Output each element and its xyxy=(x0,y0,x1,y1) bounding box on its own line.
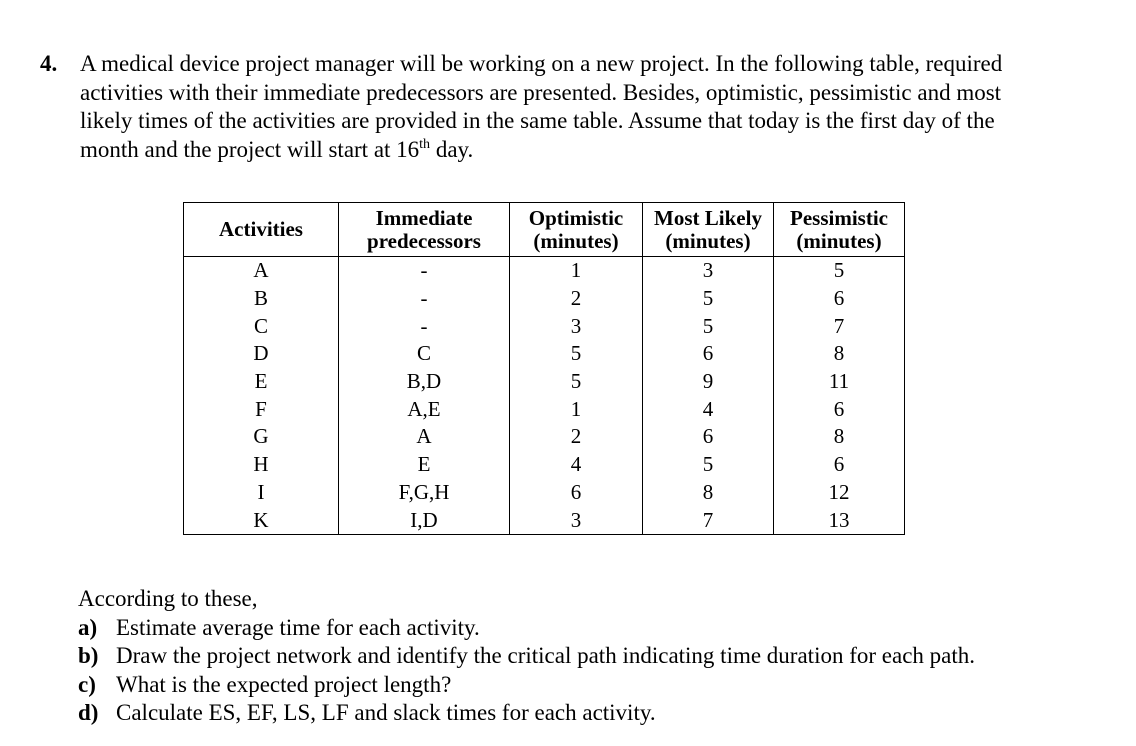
table-row xyxy=(184,312,905,340)
problem-line-3: likely times of the activities are provided in the same table. Assume that today is the first day of the xyxy=(80,108,995,133)
question-text: Estimate average time for each activity. xyxy=(116,614,480,640)
cell-predecessors: E xyxy=(339,451,510,479)
cell-predecessors: I,D xyxy=(339,506,510,534)
header-predecessors xyxy=(339,203,510,257)
superscript-th: th xyxy=(419,136,431,152)
cell-optimistic: 5 xyxy=(510,368,643,396)
question-text: What is the expected project length? xyxy=(116,671,452,697)
cell-activity: D xyxy=(184,340,339,368)
question-label: d) xyxy=(78,700,99,725)
cell-pessimistic: 6 xyxy=(774,451,905,479)
cell-most-likely: 5 xyxy=(643,451,774,479)
table-row xyxy=(184,395,905,423)
cell-activity: I xyxy=(184,479,339,507)
cell-pessimistic: 6 xyxy=(774,395,905,423)
table-row xyxy=(184,479,905,507)
table-row xyxy=(184,423,905,451)
cell-most-likely: 9 xyxy=(643,368,774,396)
header-optimistic xyxy=(510,203,643,257)
header-pessimistic xyxy=(774,203,905,257)
cell-optimistic: 1 xyxy=(510,257,643,285)
activity-table xyxy=(183,202,905,535)
question-text: Draw the project network and identify the critical path indicating time duration for each path. xyxy=(116,643,975,668)
problem-line-4-start: month and the project will start at 16 xyxy=(80,136,420,162)
problem-text xyxy=(80,50,1100,164)
cell-optimistic: 2 xyxy=(510,285,643,313)
cell-optimistic: 1 xyxy=(510,395,643,423)
cell-predecessors: A,E xyxy=(339,395,510,423)
table-row xyxy=(184,506,905,534)
cell-activity: F xyxy=(184,395,339,423)
cell-predecessors: C xyxy=(339,340,510,368)
cell-most-likely: 3 xyxy=(643,257,774,285)
cell-optimistic: 5 xyxy=(510,340,643,368)
header-most-likely xyxy=(643,203,774,257)
cell-activity: E xyxy=(184,368,339,396)
header-pessimistic-line-2: (minutes) xyxy=(796,228,882,253)
questions-section xyxy=(78,585,975,728)
cell-most-likely: 5 xyxy=(643,285,774,313)
cell-activity: C xyxy=(184,312,339,340)
cell-optimistic: 4 xyxy=(510,451,643,479)
header-most-likely-line-2: (minutes) xyxy=(665,228,751,253)
cell-most-likely: 6 xyxy=(643,340,774,368)
header-most-likely-line-1: Most Likely xyxy=(654,205,762,230)
cell-activity: B xyxy=(184,285,339,313)
table-row xyxy=(184,285,905,313)
question-item xyxy=(78,614,975,643)
cell-pessimistic: 8 xyxy=(774,423,905,451)
cell-most-likely: 6 xyxy=(643,423,774,451)
questions-intro: According to these, xyxy=(78,586,258,611)
question-item xyxy=(78,642,975,671)
question-text: Calculate ES, EF, LS, LF and slack times for each activity. xyxy=(116,700,656,725)
cell-activity: G xyxy=(184,423,339,451)
cell-pessimistic: 8 xyxy=(774,340,905,368)
cell-predecessors: F,G,H xyxy=(339,479,510,507)
table-header-row xyxy=(184,203,905,257)
cell-optimistic: 3 xyxy=(510,312,643,340)
question-item xyxy=(78,699,975,728)
question-label: a) xyxy=(78,614,98,640)
cell-pessimistic: 11 xyxy=(774,368,905,396)
table-row xyxy=(184,368,905,396)
cell-activity: K xyxy=(184,506,339,534)
header-predecessors-line-2: predecessors xyxy=(367,228,481,253)
cell-pessimistic: 7 xyxy=(774,312,905,340)
cell-most-likely: 5 xyxy=(643,312,774,340)
cell-most-likely: 7 xyxy=(643,506,774,534)
problem-line-4-end: day. xyxy=(430,136,474,162)
cell-activity: A xyxy=(184,257,339,285)
cell-predecessors: A xyxy=(339,423,510,451)
cell-pessimistic: 12 xyxy=(774,479,905,507)
cell-optimistic: 6 xyxy=(510,479,643,507)
cell-predecessors: - xyxy=(339,312,510,340)
cell-pessimistic: 5 xyxy=(774,257,905,285)
question-item xyxy=(78,671,975,700)
problem-line-2: activities with their immediate predecessors are presented. Besides, optimistic, pessimistic and most xyxy=(80,79,1002,105)
question-label: c) xyxy=(78,671,96,697)
cell-most-likely: 4 xyxy=(643,395,774,423)
problem-line-4 xyxy=(80,136,1100,165)
header-predecessors-line-1: Immediate xyxy=(375,205,473,230)
cell-activity: H xyxy=(184,451,339,479)
cell-optimistic: 3 xyxy=(510,506,643,534)
table-row xyxy=(184,257,905,285)
cell-predecessors: - xyxy=(339,285,510,313)
cell-most-likely: 8 xyxy=(643,479,774,507)
header-pessimistic-line-1: Pessimistic xyxy=(790,205,888,230)
cell-predecessors: - xyxy=(339,257,510,285)
cell-pessimistic: 6 xyxy=(774,285,905,313)
cell-predecessors: B,D xyxy=(339,368,510,396)
question-label: b) xyxy=(78,643,99,668)
table-row xyxy=(184,451,905,479)
table-row xyxy=(184,340,905,368)
problem-number: 4. xyxy=(40,51,58,76)
header-optimistic-line-2: (minutes) xyxy=(533,228,619,253)
cell-pessimistic: 13 xyxy=(774,506,905,534)
header-activities: Activities xyxy=(184,203,339,257)
header-optimistic-line-1: Optimistic xyxy=(528,205,624,230)
problem-statement xyxy=(40,50,1100,164)
cell-optimistic: 2 xyxy=(510,423,643,451)
problem-line-1: A medical device project manager will be working on a new project. In the following table, required xyxy=(80,51,1003,76)
